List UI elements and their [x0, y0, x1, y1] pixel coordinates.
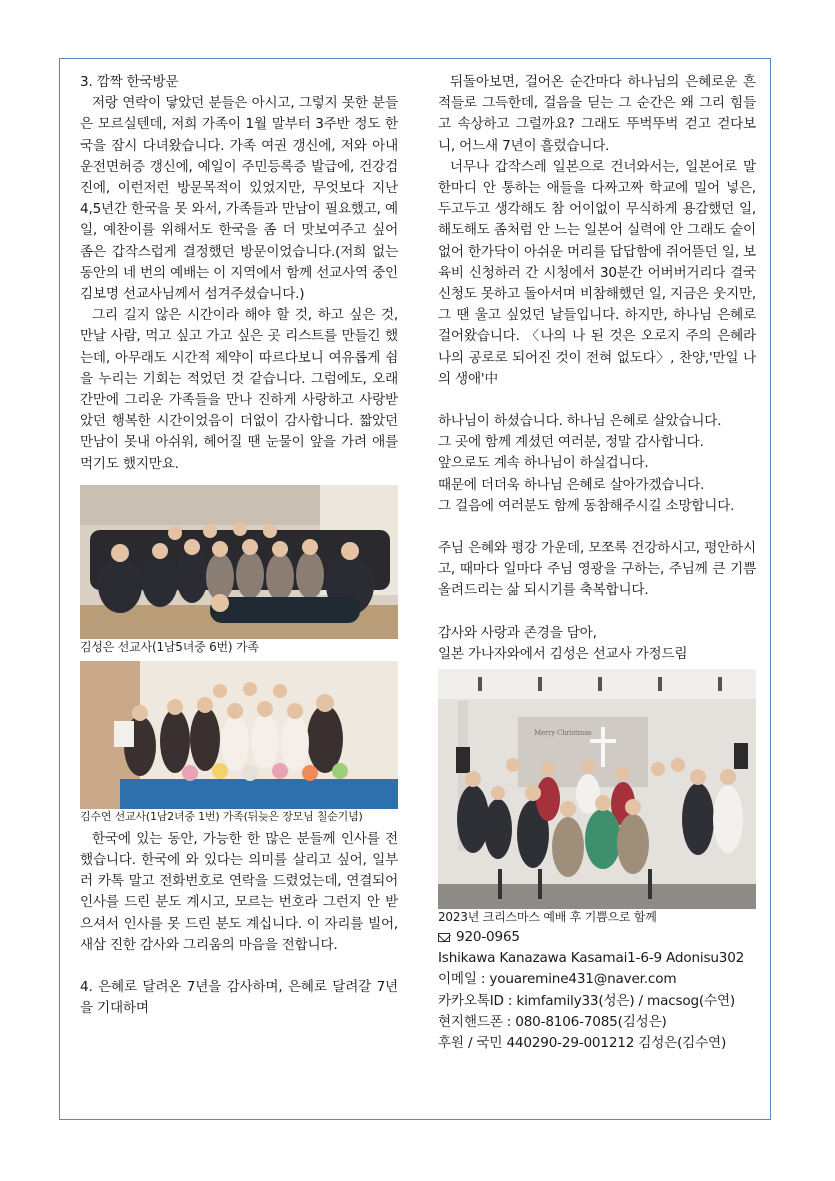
signature-line-2: 일본 가나자와에서 김성은 선교사 가정드림 [438, 645, 688, 662]
closing-line-5: 그 걸음에 여러분도 함께 동참해주시길 소망합니다. [438, 497, 735, 514]
email-line: 이메일 : youaremine431@naver.com [438, 971, 677, 988]
address-line: Ishikawa Kanazawa Kasamai1-6-9 Adonisu302 [438, 950, 745, 967]
photo-3-caption: 2023년 크리스마스 예배 후 기쁨으로 함께 [438, 910, 657, 925]
family-photo-2 [80, 661, 398, 809]
kakao-line: 카카오톡ID : kimfamily33(성은) / macsog(수연) [438, 992, 736, 1009]
right-column [438, 72, 756, 1054]
left-paragraph-2: 그리 길지 않은 시간이라 해야 할 것, 하고 싶은 것, 만날 사람, 먹고 싶고 가고 싶은 곳 리스트를 만들긴 했는데, 아무래도 시간적 제약이 따르다보니 여유롭게 쉼을 누리는 기회는 적었던 것 같습니다. 그럼에도, 오래간만에 그리운 가족들을 만나 진하게 사랑하고 사랑받았던 행복한 시간이었음이 더없이 감사합니다. 짧았던 만남이 못내 아쉬워, 헤어질 땐 눈물이 앞을 가려 애를 먹기도 했지만요. [80, 307, 398, 472]
photo-1-caption: 김성은 선교사(1남5녀중 6번) 가족 [80, 639, 259, 654]
photo-2-caption: 김수연 선교사(1남2녀중 1번) 가족(뒤늦은 장모님 칠순기념) [80, 809, 363, 823]
spacer [438, 517, 756, 538]
christmas-photo-image [438, 669, 756, 909]
spacer [438, 390, 756, 411]
closing-line-4: 때문에 더더욱 하나님 은혜로 살아가겠습니다. [438, 476, 705, 493]
phone-line: 현지핸드폰 : 080-8106-7085(김성은) [438, 1013, 667, 1030]
banner-text: Merry Christmas [534, 729, 592, 738]
section3-heading: 3. 깜짝 한국방문 [80, 74, 179, 90]
section4-heading: 4. 은혜로 달려온 7년을 감사하며, 은혜로 달려갈 7년을 기대하며 [80, 979, 398, 1017]
postal-line [438, 927, 756, 948]
postal-mail-icon [438, 933, 450, 942]
left-paragraph-1: 저랑 연락이 닿았던 분들은 아시고, 그렇지 못한 분들은 모르실텐데, 저희 가족이 1월 말부터 3주반 정도 한국을 잠시 다녀왔습니다. 가족 여권 갱신에, 저와 아내 운전면허증 갱신에, 예일이 주민등록증 발급에, 건강검진에, 이런저런 방문목적이 있었지만, 무엇보다 지난 4,5년간 한국을 못 와서, 가족들과 만남이 필요했고, 예일, 예찬이를 위해서도 한국을 좀 더 맛보여주고 싶어 좀은 갑작스럽게 결정했던 방문이었습니다.(저희 없는 동안의 네 번의 예배는 이 지역에서 함께 선교사역 중인 김보명 선교사님께서 섬겨주셨습니다.) [80, 95, 398, 303]
family-photo-1 [80, 485, 398, 639]
spacer [80, 956, 398, 977]
left-paragraph-3: 한국에 있는 동안, 가능한 한 많은 분들께 인사를 전했습니다. 한국에 와 있다는 의미를 살리고 싶어, 일부러 카톡 말고 전화번호로 연락을 드렸었는데, 연결되어 인사를 드린 분도 계시고, 모르는 번호라 그런지 안 받으셔서 인사를 못 드린 분도 계십니다. 이 자리를 빌어, 새삼 진한 감사와 그리움의 마음을 전합니다. [80, 830, 398, 953]
postal-code: 920-0965 [456, 929, 520, 946]
closing-line-3: 앞으로도 계속 하나님이 하실겁니다. [438, 455, 649, 472]
closing-line-2: 그 곳에 함께 계셨던 여러분, 정말 감사합니다. [438, 434, 704, 451]
spacer [438, 602, 756, 623]
family-photo-1-image [80, 485, 398, 639]
blessing-paragraph: 주님 은혜와 평강 가운데, 모쪼록 건강하시고, 평안하시고, 때마다 일마다 주님 영광을 구하는, 주님께 큰 기쁨 올려드리는 삶 되시기를 축복합니다. [438, 540, 756, 599]
christmas-photo [438, 669, 756, 909]
closing-line-1: 하나님이 하셨습니다. 하나님 은혜로 살았습니다. [438, 413, 722, 430]
bank-line: 후원 / 국민 440290-29-001212 김성은(김수연) [438, 1035, 727, 1052]
right-paragraph-2: 너무나 갑작스레 일본으로 건너와서는, 일본어로 말 한마디 안 통하는 애들을 다짜고짜 학교에 밀어 넣은, 두고두고 생각해도 참 어이없이 무식하게 용감했던 일, 해도해도 좀처럼 안 느는 일본어 실력에 안 그래도 숱이 없어 한가닥이 아쉬운 머리를 답답함에 쥐어뜯던 일, 보육비 신청하러 간 시청에서 30분간 어버버거리다 결국 신청도 못하고 돌아서며 비참해했던 일, 지금은 웃지만, 그 땐 울고 싶었던 날들입니다. 하지만, 하나님 은혜로 걸어왔습니다. 〈나의 나 된 것은 오로지 주의 은혜라 나의 공로로 되어진 것이 전혀 없도다〉, 찬양,'만일 나의 생애'中 [438, 158, 756, 387]
left-column [80, 72, 398, 1019]
signature-line-1: 감사와 사랑과 존경을 담아, [438, 624, 597, 641]
right-paragraph-1: 뒤돌아보면, 걸어온 순간마다 하나님의 은혜로운 흔적들로 그득한데, 걸음을 딛는 그 순간은 왜 그리 힘들고 속상하고 그럴까요? 그래도 뚜벅뚜벅 걷고 걷다보니, 어느새 7년이 흘렀습니다. [438, 74, 756, 154]
family-photo-2-image [80, 661, 398, 809]
